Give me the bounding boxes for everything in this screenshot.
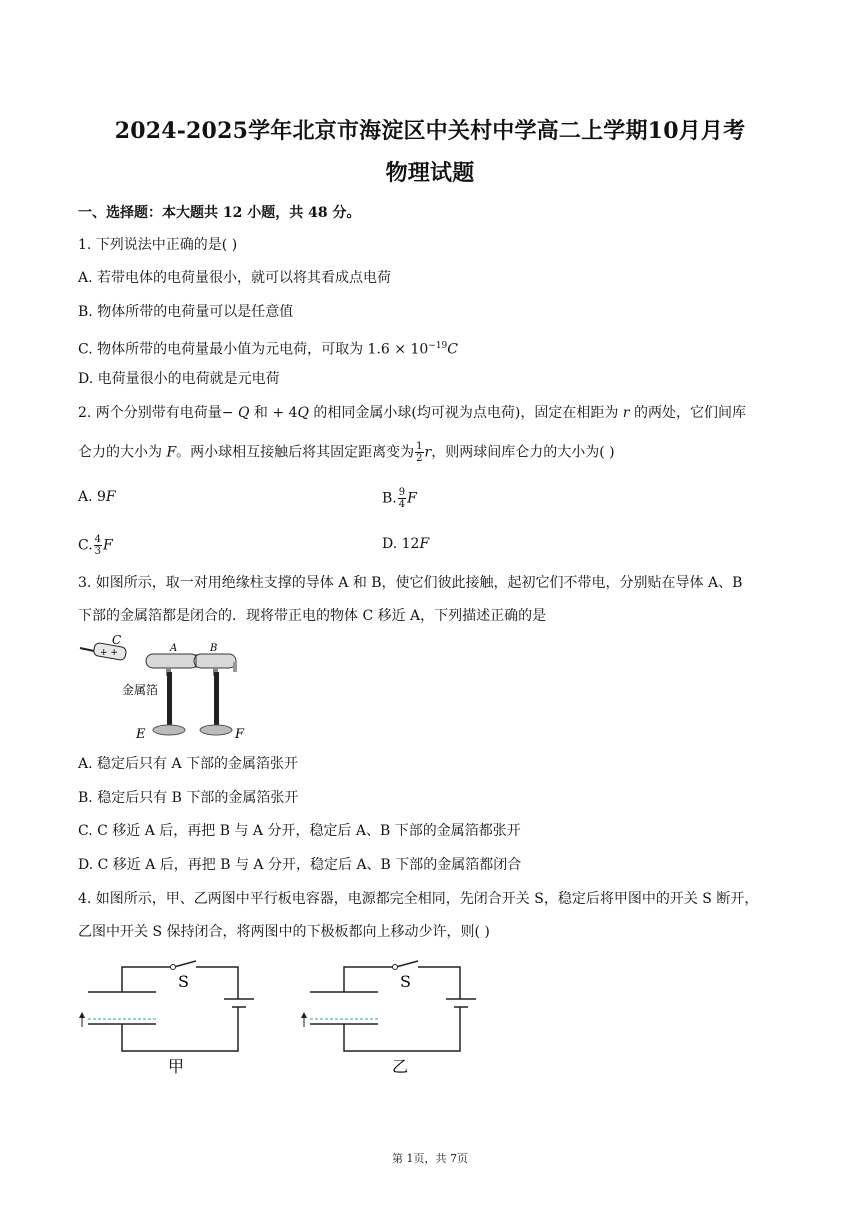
q2-option-c-fraction (94, 534, 102, 557)
q2-fraction-half (415, 441, 423, 464)
q2-var-f: F (166, 444, 177, 461)
q1-option-a: A. 若带电体的电荷量很小，就可以将其看成点电荷 (78, 270, 392, 286)
option-var: F (105, 489, 116, 505)
svg-text:+ +: + + (100, 648, 118, 658)
fraction-numerator: 4 (94, 534, 102, 545)
q3-option-b: B. 稳定后只有 B 下部的金属箔张开 (78, 790, 299, 806)
q4-stem-line2: 乙图中开关 S 保持闭合，将两图中的下极板都向上移动少许，则( ) (78, 924, 490, 940)
q3-option-d: D. C 移近 A 后，再把 B 与 A 分开，稳定后 A、B 下部的金属箔都闭合 (78, 857, 522, 873)
fraction-denominator: 2 (416, 453, 423, 464)
q1-option-d: D. 电荷量很小的电荷就是元电荷 (78, 371, 280, 387)
post-e (167, 672, 172, 728)
q2-text: 的相同金属小球(均可视为点电荷)，固定在相距为 (308, 405, 623, 421)
conductor-b (194, 654, 236, 668)
q1-stem: 1. 下列说法中正确的是( ) (78, 237, 238, 253)
q3-stem-line2: 下部的金属箔都是闭合的．现将带正电的物体 C 移近 A，下列描述正确的是 (78, 608, 547, 624)
base-e (153, 725, 185, 735)
page-subtitle: 物理试题 (385, 160, 475, 186)
conductor-a (146, 654, 198, 668)
option-var: F (407, 490, 417, 507)
q3-option-c: C. C 移近 A 后，再把 B 与 A 分开，稳定后 A、B 下部的金属箔都张开 (78, 823, 521, 839)
switch-label: S (400, 972, 411, 991)
q2-option-d (382, 534, 429, 554)
q2-var-r: r (622, 405, 630, 421)
q1-option-b: B. 物体所带的电荷量可以是任意值 (78, 304, 294, 320)
q2-var-r: r (424, 444, 432, 461)
label-e: E (136, 727, 146, 742)
figure-label-yi: 乙 (392, 1057, 409, 1076)
option-var: F (419, 536, 430, 552)
q3-option-a: A. 稳定后只有 A 下部的金属箔张开 (78, 756, 299, 772)
q1-option-c-unit: C (447, 341, 458, 358)
q2-text: 2. 两个分别带有电荷量− (78, 405, 238, 421)
option-label: B. (382, 490, 397, 507)
fraction-denominator: 4 (398, 499, 406, 510)
q2-option-b (382, 487, 417, 510)
section-heading: 一、选择题：本大题共 12 小题，共 48 分。 (78, 205, 361, 221)
q4-circuit-figure-1 (78, 955, 258, 1080)
q2-option-a (78, 487, 116, 507)
q2-stem-line2 (78, 441, 615, 464)
label-b: B (210, 643, 218, 654)
label-metal-foil: 金属箔 (122, 683, 159, 697)
post-f (214, 672, 219, 728)
fraction-denominator: 3 (94, 546, 102, 557)
option-label: D. 12 (382, 536, 420, 552)
option-label: C. (78, 537, 93, 554)
base-f (200, 725, 232, 735)
option-var: F (103, 537, 113, 554)
label-f: F (234, 727, 244, 742)
switch-label: S (178, 972, 189, 991)
figure-label-jia: 甲 (168, 1057, 185, 1076)
q4-stem-line1: 4. 如图所示，甲、乙两图中平行板电容器，电源都完全相同，先闭合开关 S，稳定后将甲图中的开关 S 断开， (78, 891, 759, 907)
q1-option-c-text: C. 物体所带的电荷量最小值为元电荷，可取为 1.6 × 10 (78, 341, 429, 358)
q1-option-c-exponent: −19 (428, 341, 448, 351)
option-label: A. 9 (78, 489, 106, 505)
q2-text: ，则两球间库仑力的大小为( ) (431, 444, 615, 461)
page-footer: 第 1页，共 7页 (392, 1152, 468, 1165)
q2-stem-line1 (78, 403, 746, 423)
q2-option-b-fraction (398, 487, 406, 510)
fraction-numerator: 1 (416, 441, 423, 452)
q4-circuit-figure-2 (300, 955, 480, 1080)
label-a: A (170, 643, 178, 654)
page-title: 2024-2025学年北京市海淀区中关村中学高二上学期10月月考 (114, 118, 746, 144)
label-c: C (112, 633, 122, 647)
q3-conductor-figure (78, 632, 248, 744)
q2-text: 的两处，它们间库 (629, 405, 746, 421)
q2-option-c (78, 534, 113, 557)
q2-var-q: Q (238, 405, 250, 421)
q2-text: 仑力的大小为 (78, 444, 167, 461)
fraction-numerator: 9 (398, 487, 406, 498)
q2-var-q: Q (297, 405, 309, 421)
q2-text: 和 + 4 (249, 405, 298, 421)
q3-stem-line1: 3. 如图所示，取一对用绝缘柱支撑的导体 A 和 B，使它们彼此接触，起初它们不带电，分别贴在导体 A、B (78, 575, 743, 591)
q1-option-c (78, 336, 458, 360)
q2-text: 。两小球相互接触后将其固定距离变为 (176, 444, 415, 461)
